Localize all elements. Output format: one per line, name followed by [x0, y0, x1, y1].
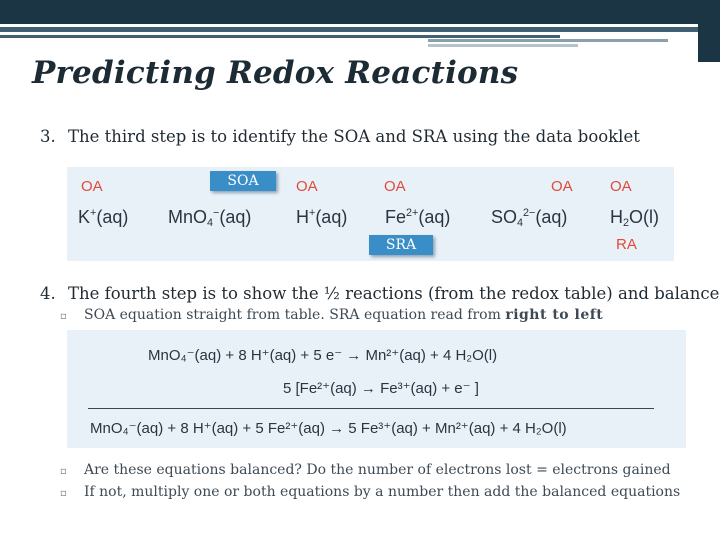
species-fe2: $Fe^{2+}(aq)$	[385, 206, 451, 227]
equation-sum-rule	[88, 408, 654, 409]
step-3-number: 3.	[40, 127, 56, 146]
step-4-text: The fourth step is to show the ½ reactions (from the redox table) and balance	[68, 284, 720, 303]
oa-label-2: OA	[296, 178, 318, 195]
species-k: K+(aq)	[78, 206, 129, 227]
equation-reduction: MnO₄⁻(aq) + 8 H⁺(aq) + 5 e⁻ → Mn²⁺(aq) + 4 H₂O(l)	[148, 347, 498, 364]
step-3-text: The third step is to identify the SOA and SRA using the data booklet	[68, 127, 640, 146]
equation-net: MnO₄⁻(aq) + 8 H⁺(aq) + 5 Fe²⁺(aq) → 5 Fe³⁺(aq) + Mn²⁺(aq) + 4 H₂O(l)	[90, 420, 567, 437]
emphasis-right-to-left: right to left	[505, 307, 604, 323]
ra-label: RA	[616, 236, 637, 253]
step-4-number: 4.	[40, 284, 56, 303]
oa-label-4: OA	[551, 178, 573, 195]
species-mno4: MnO$_4$−(aq)	[168, 206, 252, 230]
header-rule-1	[0, 27, 698, 32]
header-rule-4	[428, 44, 578, 47]
species-h: H+(aq)	[296, 206, 348, 227]
bullet-multiply-instruction: ▫ If not, multiply one or both equations by a number then add the balanced equations	[60, 484, 681, 500]
header-bar	[0, 0, 720, 24]
oa-label-3: OA	[384, 178, 406, 195]
slide-title: Predicting Redox Reactions	[32, 55, 519, 91]
equation-oxidation: 5 [Fe²⁺(aq) → Fe³⁺(aq) + e⁻ ]	[283, 380, 479, 397]
oa-label-1: OA	[81, 178, 103, 195]
bullet-mark: ▫	[60, 311, 67, 322]
sra-tag: SRA	[369, 235, 433, 255]
species-h2o: $H_2O(l)$	[610, 207, 660, 230]
bullet-balanced-question: ▫ Are these equations balanced? Do the number of electrons lost = electrons gained	[60, 462, 671, 478]
bullet-mark: ▫	[60, 488, 67, 499]
step-4	[40, 284, 719, 303]
step-3	[40, 127, 640, 146]
header-corner-block	[698, 0, 720, 62]
bullet-soa-sra: ▫ SOA equation straight from table. SRA equation read from right to left	[60, 307, 604, 323]
soa-tag: SOA	[210, 171, 276, 191]
species-so4: $SO_4^{2-}(aq)$	[491, 206, 568, 230]
bullet-mark: ▫	[60, 466, 67, 477]
header-rule-3	[428, 39, 668, 42]
header-rule-2	[0, 35, 560, 38]
oa-label-5: OA	[610, 178, 632, 195]
